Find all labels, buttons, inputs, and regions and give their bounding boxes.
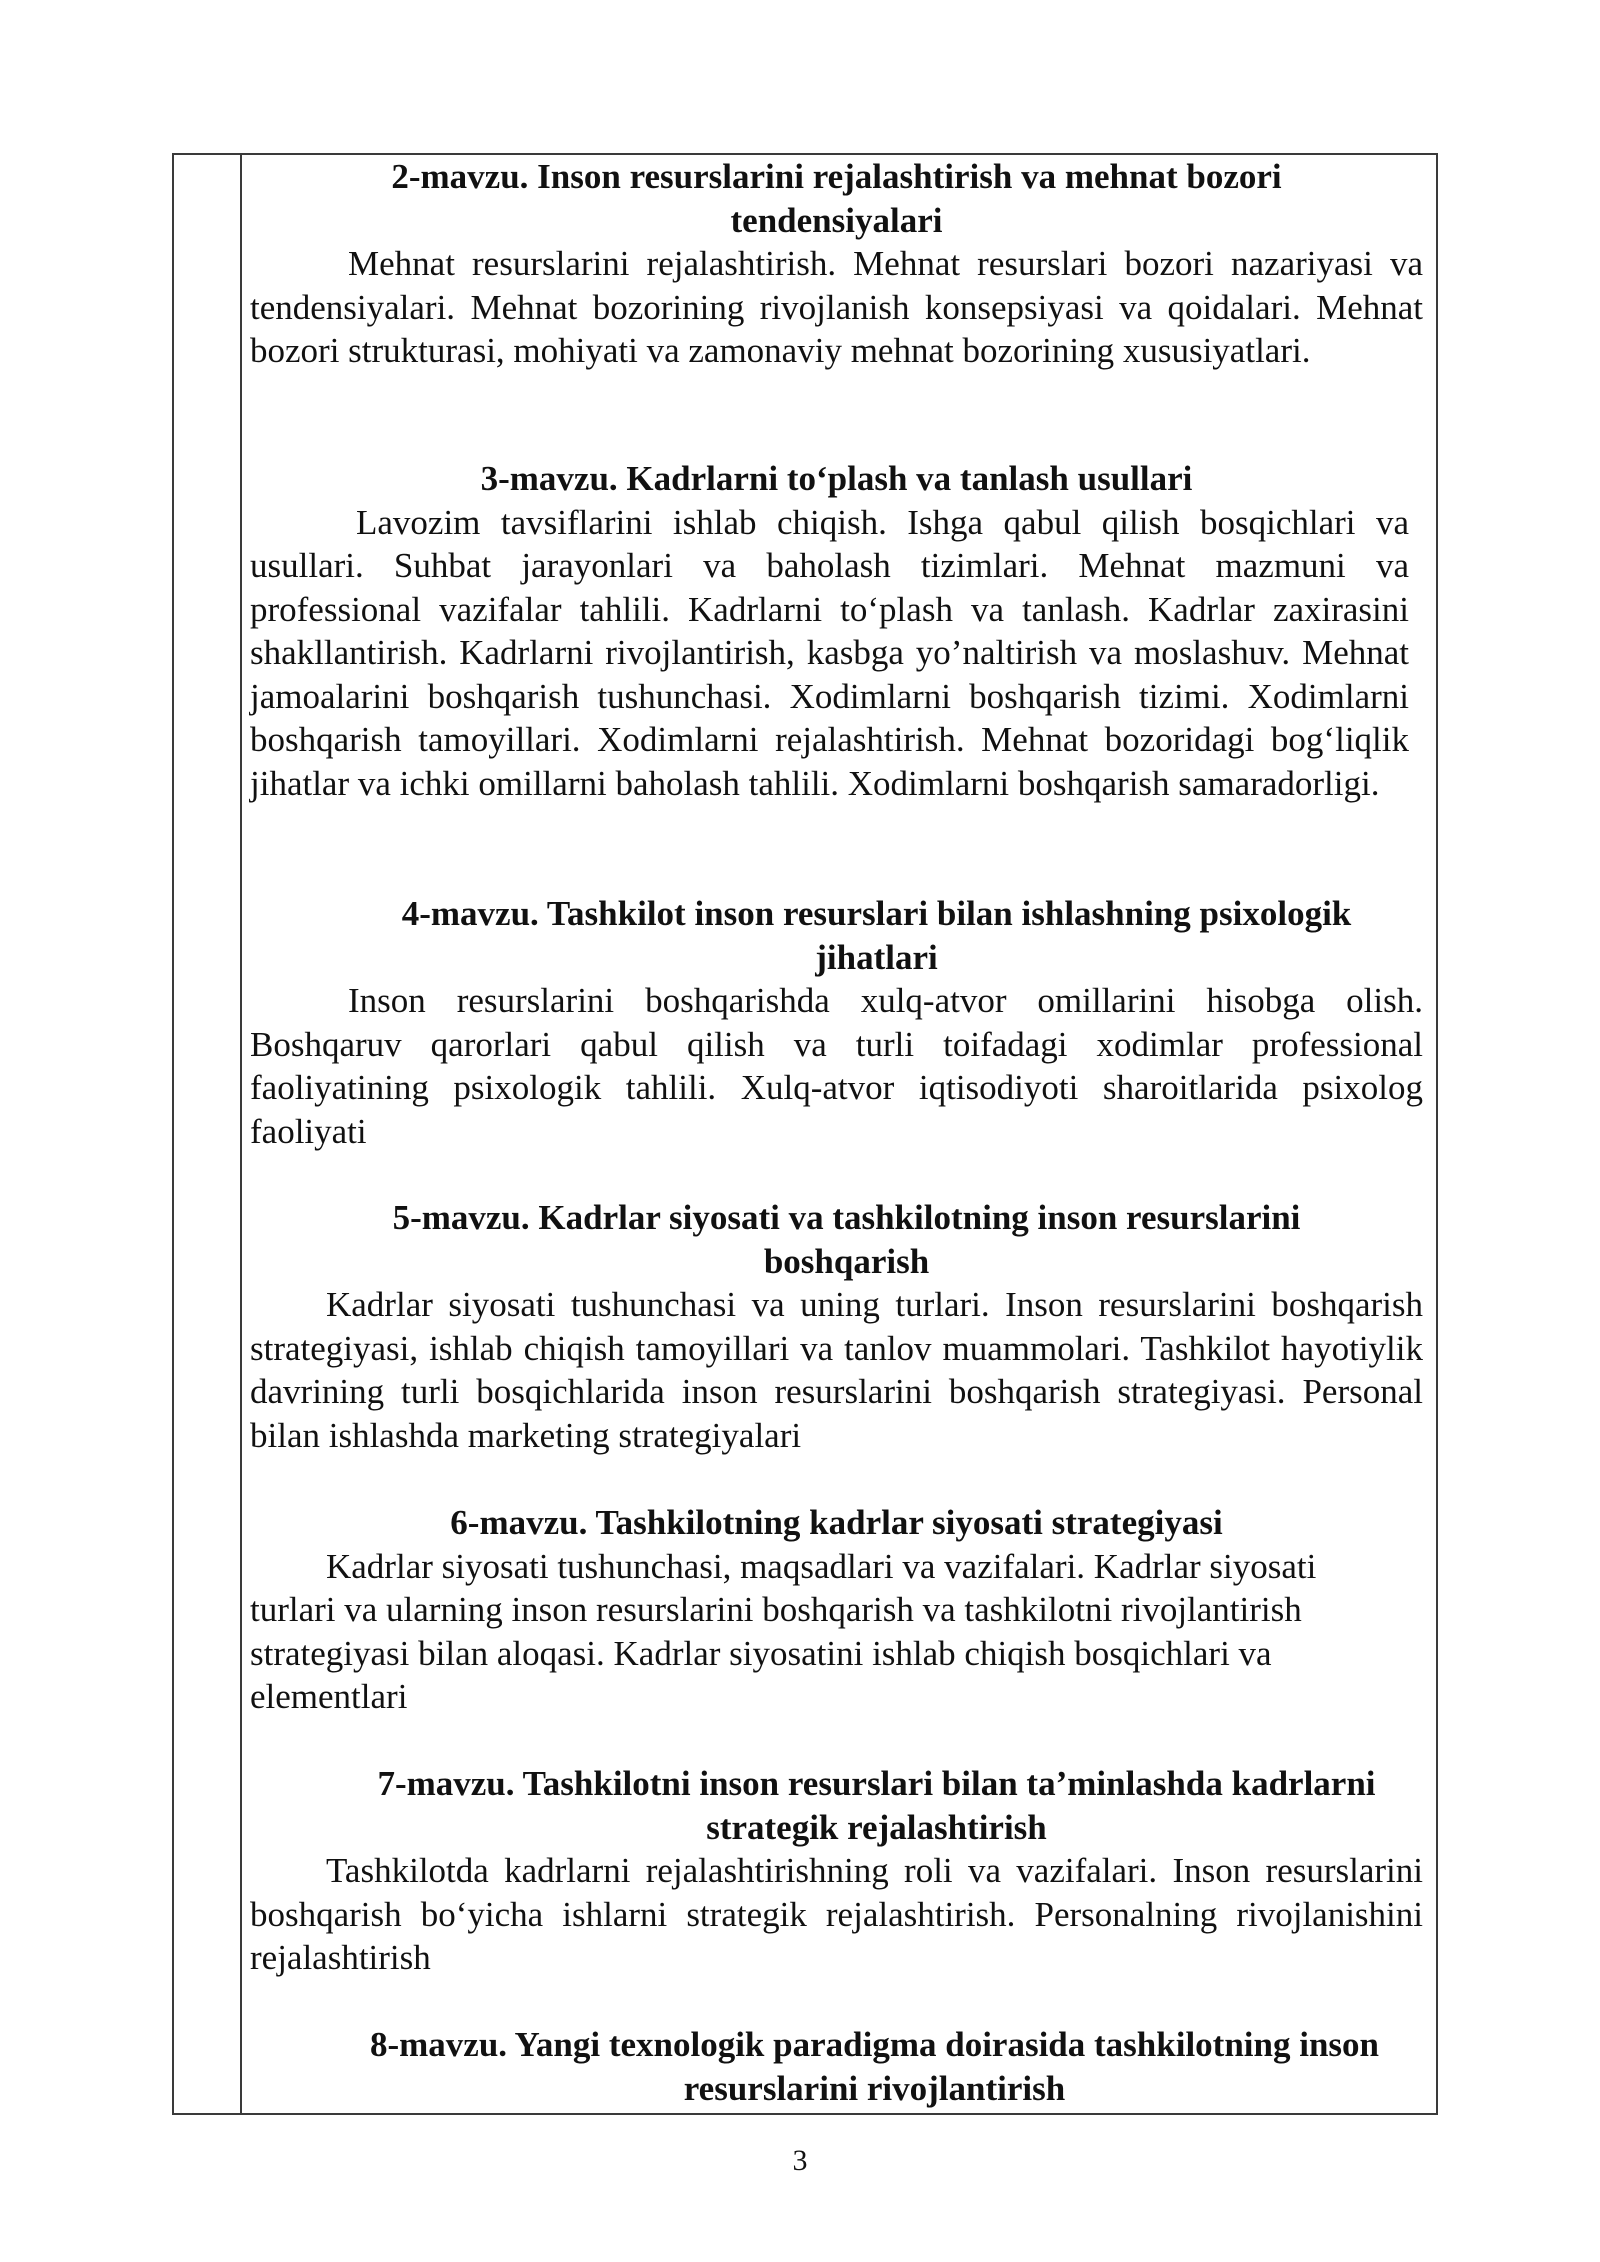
topic-title: 8-mavzu. Yangi texnologik paradigma doirasida tashkilotning inson resurslarini rivojlantirish (369, 2025, 1380, 2108)
topic-body: Kadrlar siyosati tushunchasi, maqsadlari va vazifalari. Kadrlar siyosati turlari va ularning inson resurslarini boshqarish va tashkilotni rivojlantirish strategiyasi bilan aloqasi. Kadrlar siyosatini ishlab chiqish bosqichlari va elementlari (250, 1546, 1317, 1716)
topic-body: Kadrlar siyosati tushunchasi va uning turlari. Inson resurslarini boshqarish strategiyasi, ishlab chiqish tamoyillari va tanlov muammolari. Tashkilot hayotiylik davrining turli bosqichlarida inson resurslarini boshqarish strategiyasi. Personal bilan ishlashda marketing strategiyalari (250, 1285, 1423, 1455)
topic-title: 7-mavzu. Tashkilotni inson resurslari bilan ta’minlashda kadrlarni strategik rejalashtirish (377, 1764, 1376, 1847)
topic-7 (250, 1762, 1423, 1980)
topic-4 (250, 892, 1423, 1153)
topic-title: 4-mavzu. Tashkilot inson resurslari bilan ishlashning psixologik jihatlari (401, 894, 1352, 977)
syllabus-table (172, 153, 1438, 2115)
topic-body: Tashkilotda kadrlarni rejalashtirishning roli va vazifalari. Inson resurslarini boshqarish bo‘yicha ishlarni strategik rejalashtirish. Personalning rivojlanishini rejalashtirish (250, 1851, 1423, 1977)
topic-3 (250, 457, 1423, 805)
topic-body: Inson resurslarini boshqarishda xulq-atvor omillarini hisobga olish. Boshqaruv qarorlari qabul qilish va turli toifadagi xodimlar professional faoliyatining psixologik tahlili. Xulq-atvor iqtisodiyoti sharoitlarida psixolog faoliyati (250, 981, 1423, 1151)
topic-5 (250, 1196, 1423, 1457)
topic-2 (250, 155, 1423, 373)
topic-8 (250, 2023, 1423, 2110)
topic-title: 6-mavzu. Tashkilotning kadrlar siyosati strategiyasi (450, 1503, 1223, 1542)
page-number: 3 (792, 2144, 808, 2177)
topic-6 (250, 1501, 1423, 1719)
topic-body: Mehnat resurslarini rejalashtirish. Mehnat resurslari bozori nazariyasi va tendensiyalari. Mehnat bozorining rivojlanish konsepsiyasi va qoidalari. Mehnat bozori strukturasi, mohiyati va zamonaviy mehnat bozorining xususiyatlari. (250, 244, 1423, 370)
table-left-column (174, 155, 242, 2113)
topic-title: 2-mavzu. Inson resurslarini rejalashtirish va mehnat bozori tendensiyalari (391, 157, 1282, 240)
topic-title: 3-mavzu. Kadrlarni to‘plash va tanlash usullari (480, 459, 1193, 498)
topic-title: 5-mavzu. Kadrlar siyosati va tashkilotning inson resurslarini boshqarish (392, 1198, 1301, 1281)
topic-body: Lavozim tavsiflarini ishlab chiqish. Ishga qabul qilish bosqichlari va usullari. Suhbat jarayonlari va baholash tizimlari. Mehnat mazmuni va professional vazifalar tahlili. Kadrlarni to‘plash va tanlash. Kadrlar zaxirasini shakllantirish. Kadrlarni rivojlantirish, kasbga yo’naltirish va moslashuv. Mehnat jamoalarini boshqarish tushunchasi. Xodimlarni boshqarish tizimi. Xodimlarni boshqarish tamoyillari. Xodimlarni rejalashtirish. Mehnat bozoridagi bog‘liqlik jihatlar va ichki omillarni baholash tahlili. Xodimlarni boshqarish samaradorligi. (250, 502, 1409, 803)
